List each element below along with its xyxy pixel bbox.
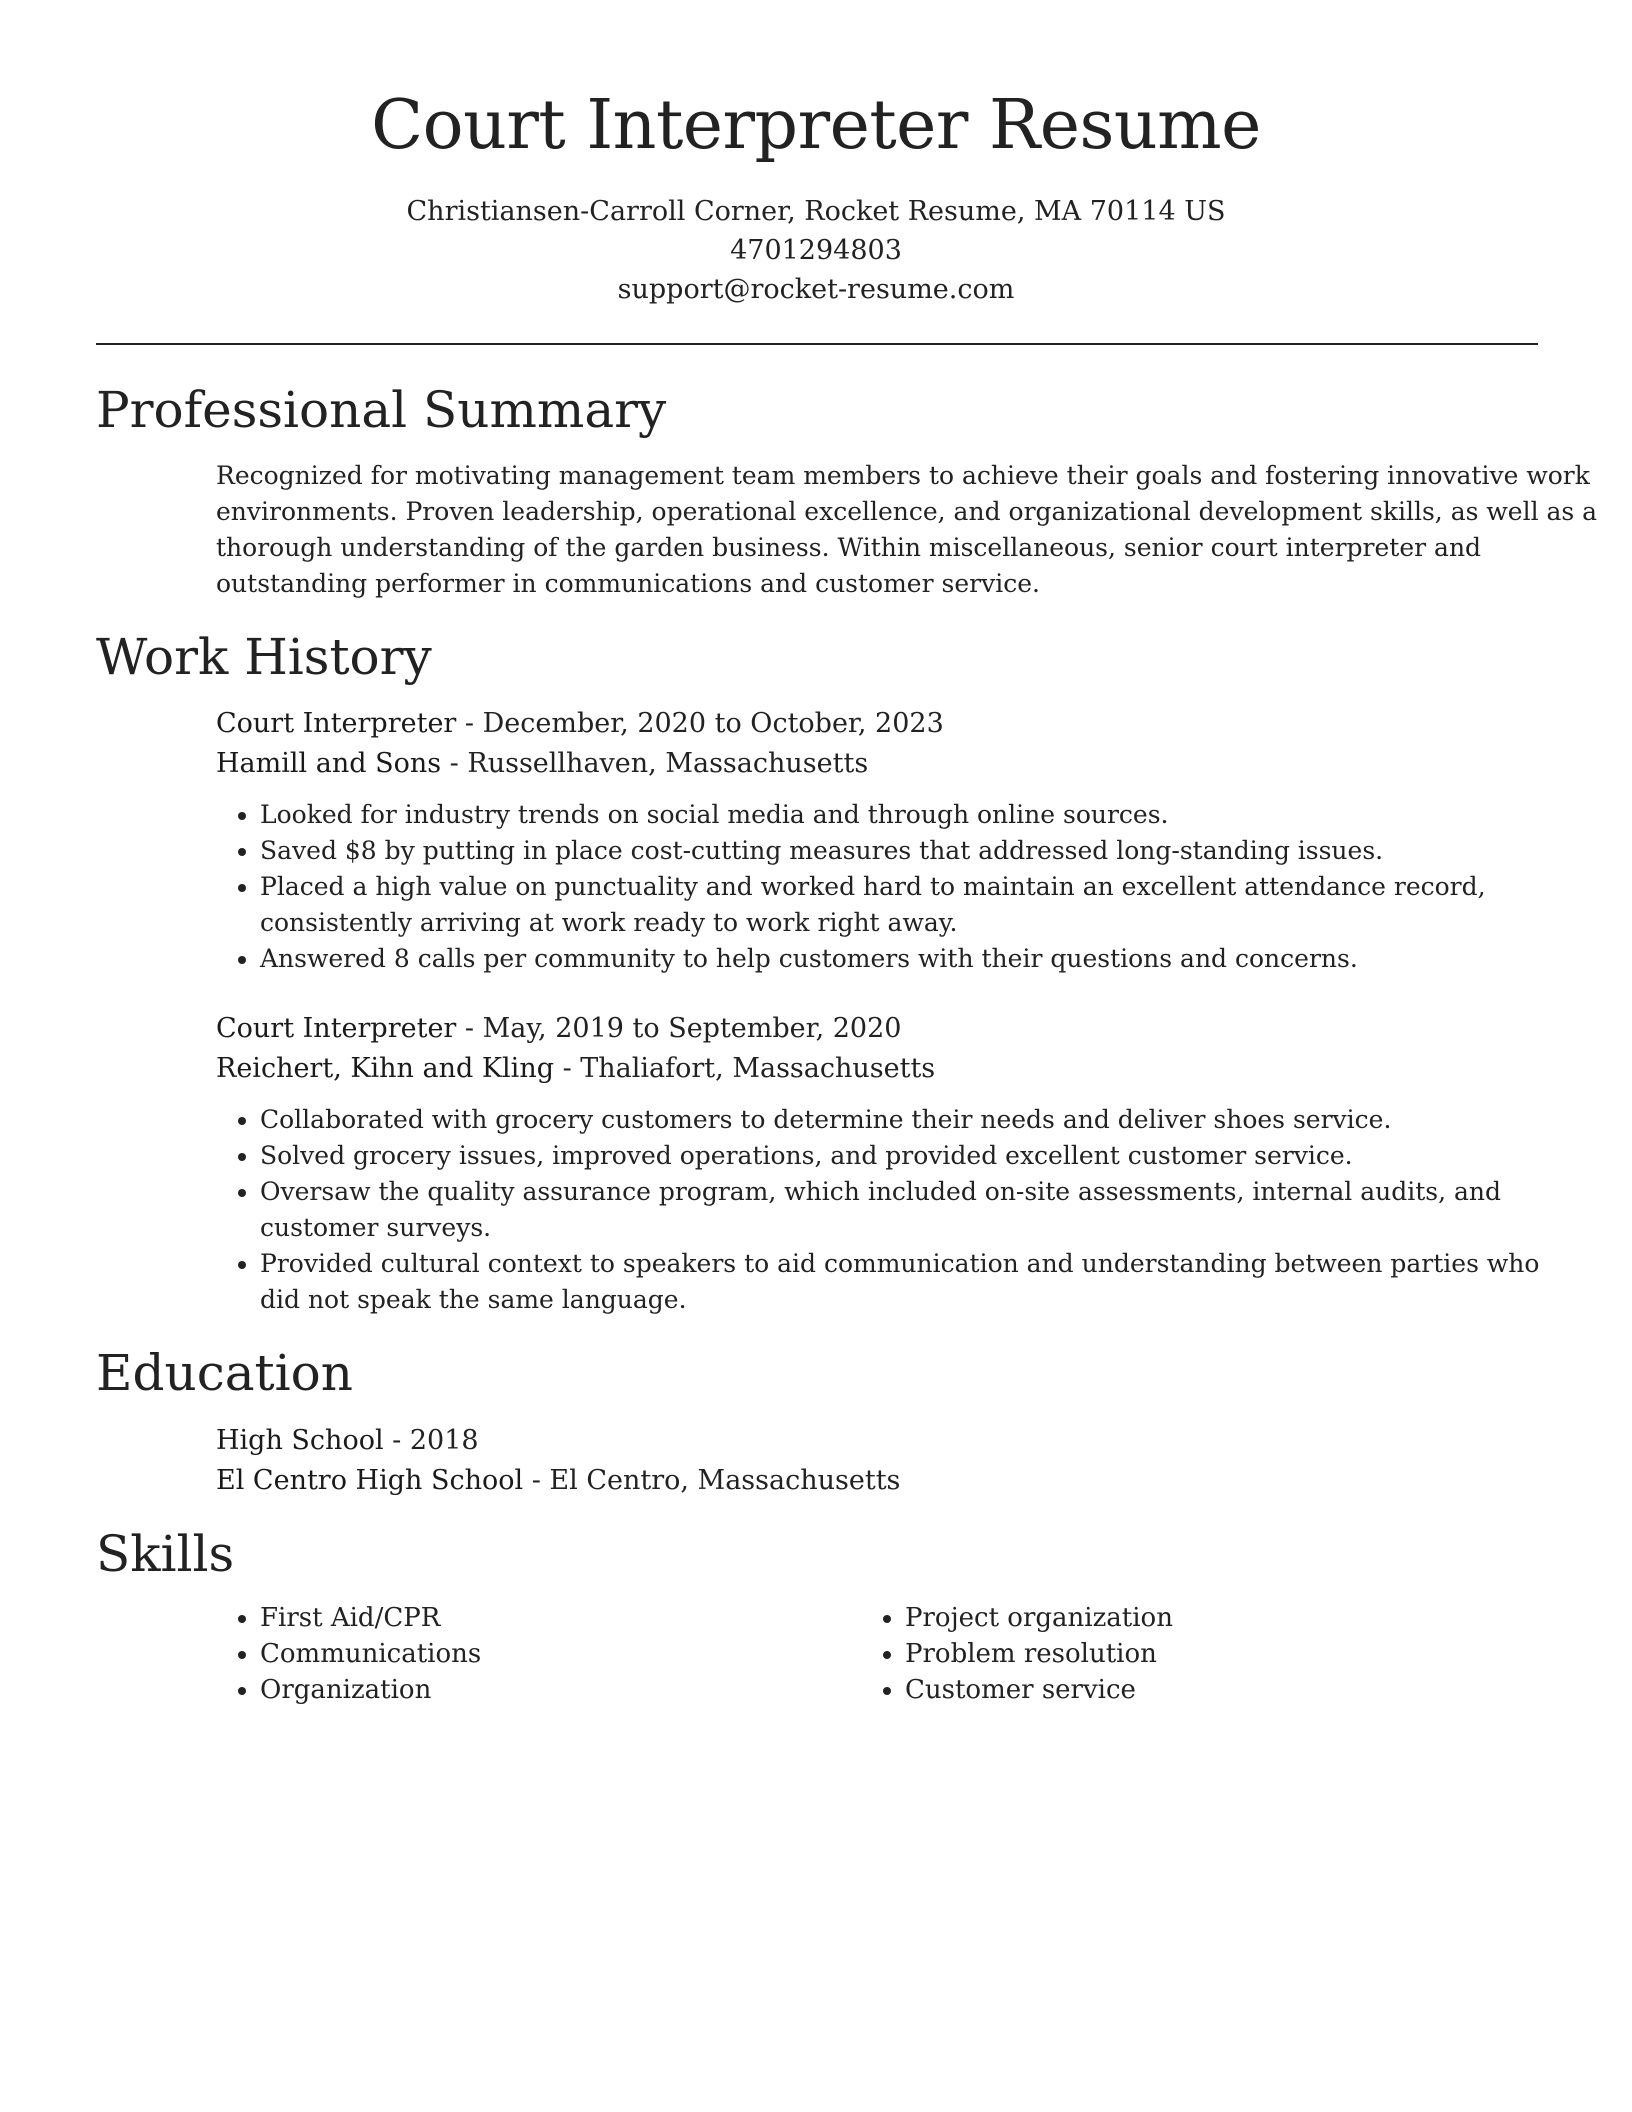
- degree: High School: [216, 1425, 384, 1456]
- job-location: - Thaliafort, Massachusetts: [554, 1053, 936, 1084]
- summary-text: [216, 458, 1598, 602]
- resume-title: Court Interpreter Resume: [371, 86, 1261, 165]
- summary-line: environments. Proven leadership, operational excellence, and organizational development skills, as well as a: [216, 497, 1598, 526]
- list-item: • Organization: [260, 1672, 820, 1708]
- job-company-line: [216, 1049, 935, 1089]
- list-item: • Looked for industry trends on social media and through online sources.: [260, 797, 1582, 833]
- contact-block: [0, 192, 1632, 309]
- summary-line: Recognized for motivating management team members to achieve their goals and fostering innovative work: [216, 461, 1590, 490]
- job-title: Court Interpreter: [216, 708, 457, 739]
- list-item: • Project organization: [905, 1600, 1465, 1636]
- graduation-year: - 2018: [383, 1425, 479, 1456]
- summary-line: outstanding performer in communications and customer service.: [216, 569, 1040, 598]
- skills-heading: Skills: [96, 1525, 235, 1583]
- job-title: Court Interpreter: [216, 1013, 457, 1044]
- list-item: • Collaborated with grocery customers to determine their needs and deliver shoes service.: [260, 1102, 1582, 1138]
- job-location: - Russellhaven, Massachusetts: [441, 748, 869, 779]
- summary-heading: Professional Summary: [96, 381, 667, 439]
- list-item: • Solved grocery issues, improved operations, and provided excellent customer service.: [260, 1138, 1582, 1174]
- list-item: • Oversaw the quality assurance program, which included on-site assessments, internal audits, and customer surveys.: [260, 1174, 1582, 1246]
- work-history-heading: Work History: [96, 628, 432, 686]
- job-company-line: [216, 744, 868, 784]
- school-location: - El Centro, Massachusetts: [523, 1465, 901, 1496]
- skills-list-right: [861, 1600, 1465, 1708]
- address: Christiansen-Carroll Corner, Rocket Resume, MA 70114 US: [406, 196, 1226, 227]
- education-degree-line: [216, 1421, 479, 1461]
- job-company: Reichert, Kihn and Kling: [216, 1053, 554, 1084]
- list-item: • Communications: [260, 1636, 820, 1672]
- skills-list-left: [216, 1600, 820, 1708]
- job-bullets: [216, 1102, 1582, 1318]
- job-dates: - December, 2020 to October, 2023: [456, 708, 944, 739]
- education-school-line: [216, 1461, 900, 1501]
- list-item: • Customer service: [905, 1672, 1465, 1708]
- list-item: • Provided cultural context to speakers to aid communication and understanding between parties who did not speak the same language.: [260, 1246, 1582, 1318]
- job-title-line: [216, 704, 944, 744]
- phone: 4701294803: [730, 235, 902, 266]
- job-bullets: [216, 797, 1582, 977]
- list-item: • First Aid/CPR: [260, 1600, 820, 1636]
- list-item: • Answered 8 calls per community to help customers with their questions and concerns.: [260, 941, 1582, 977]
- email: support@rocket-resume.com: [617, 274, 1015, 305]
- education-heading: Education: [96, 1344, 353, 1402]
- school-name: El Centro High School: [216, 1465, 524, 1496]
- list-item: • Saved $8 by putting in place cost-cutting measures that addressed long-standing issues.: [260, 833, 1582, 869]
- list-item: • Problem resolution: [905, 1636, 1465, 1672]
- header-divider: [96, 343, 1538, 345]
- job-company: Hamill and Sons: [216, 748, 442, 779]
- list-item: • Placed a high value on punctuality and worked hard to maintain an excellent attendance record, consistently arriving at work ready to work right away.: [260, 869, 1582, 941]
- job-dates: - May, 2019 to September, 2020: [456, 1013, 902, 1044]
- summary-line: thorough understanding of the garden business. Within miscellaneous, senior court interpreter and: [216, 533, 1482, 562]
- job-title-line: [216, 1009, 901, 1049]
